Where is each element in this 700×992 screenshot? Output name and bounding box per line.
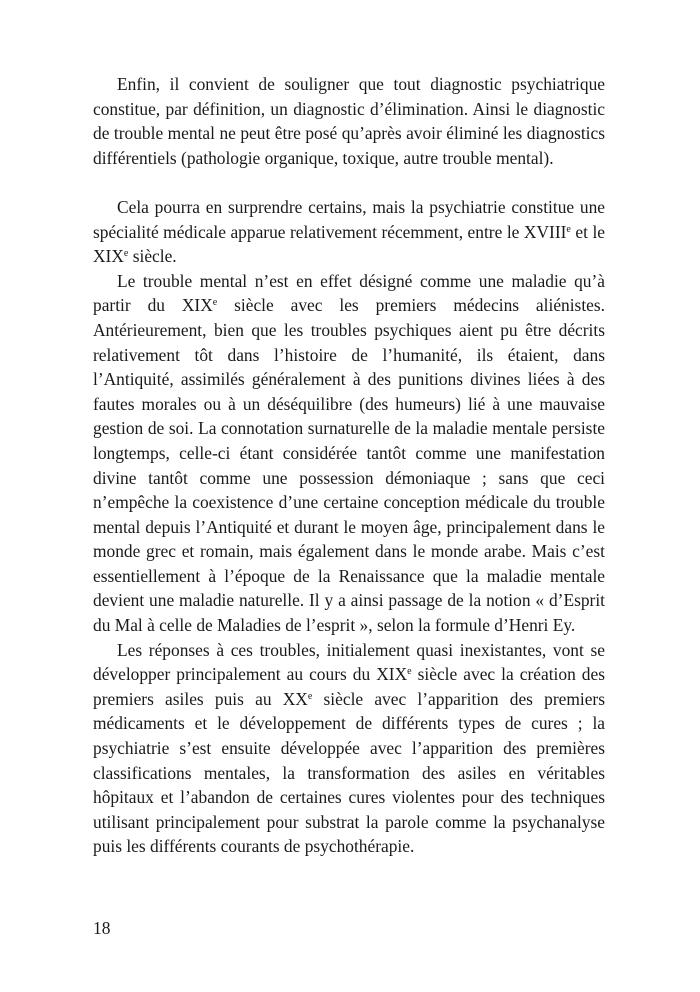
- superscript: e: [566, 223, 571, 235]
- paragraph-diagnostic: Enfin, il convient de souligner que tout diagnostic psychiatrique constitue, par définition, un diagnostic d’élimination. Ainsi le diagnostic de trouble mental ne peut être posé qu’après avoir éliminé les diagnostics différentiels (pathologie organique, toxique, autre trouble mental).: [93, 74, 605, 168]
- page-number: 18: [93, 918, 111, 938]
- text-run: siècle.: [128, 246, 177, 267]
- century-numeral: XX: [282, 688, 308, 709]
- text-run: Cela pourra en surprendre certains, mais la psychiatrie constitue une spécialité médicale apparue relativement récemment, entre le: [93, 196, 605, 242]
- text-run: siècle avec la création des premiers asiles puis au: [93, 664, 605, 709]
- text-run: et le: [570, 221, 605, 242]
- paragraph-mental-disorder-history: [93, 269, 605, 638]
- text-run: Le trouble mental n’est en effet désigné comme une maladie qu’à partir du: [93, 270, 605, 316]
- superscript: e: [407, 666, 412, 678]
- paragraph-treatment-responses: [93, 638, 605, 859]
- paragraph-psychiatry-origin: [93, 195, 605, 269]
- superscript: e: [123, 248, 129, 260]
- century-numeral: XIX: [181, 295, 213, 316]
- century-numeral: XVIII: [523, 221, 567, 242]
- text-run: siècle avec l’apparition des premiers médicaments et le développement de différents types de cures ; la psychiatrie s’est ensuite développée avec l’apparition des premières classifications mentales, la transformation des asiles en véritables hôpitaux et l’abandon de certaines cures violentes pour des techniques utilisant principalement pour substrat la parole comme la psychanalyse puis les différents courants de psychothérapie.: [93, 688, 605, 857]
- text-run: Les réponses à ces troubles, initialement quasi inexistantes, vont se développer principalement au cours du: [93, 639, 605, 685]
- century-numeral: XIX: [93, 246, 124, 267]
- superscript: e: [307, 690, 313, 702]
- superscript: e: [212, 297, 218, 309]
- page-body: [93, 72, 605, 859]
- century-numeral: XIX: [376, 664, 408, 685]
- text-run: siècle avec les premiers médecins aliénistes. Antérieurement, bien que les troubles psychiques aient pu être décrits relativement tôt dans l’histoire de l’humanité, ils étaient, dans l’Antiquité, assimilés généralement à des punitions divines liées à des fautes morales ou à un déséquilibre (des humeurs) lié à une mauvaise gestion de soi. La connotation surnaturelle de la maladie mentale persiste longtemps, celle-ci étant considérée tantôt comme une manifestation divine tantôt comme une possession démoniaque ; sans que ceci n’empêche la coexistence d’une certaine conception médicale du trouble mental depuis l’Antiquité et durant le moyen âge, principalement dans le monde grec et romain, mais également dans le monde arabe. Mais c’est essentiellement à l’époque de la Renaissance que la maladie mentale devient une maladie naturelle. Il y a ainsi passage de la notion « d’Esprit du Mal à celle de Maladies de l’esprit », selon la formule d’Henri Ey.: [93, 295, 605, 636]
- paragraph-spacer: [93, 170, 605, 195]
